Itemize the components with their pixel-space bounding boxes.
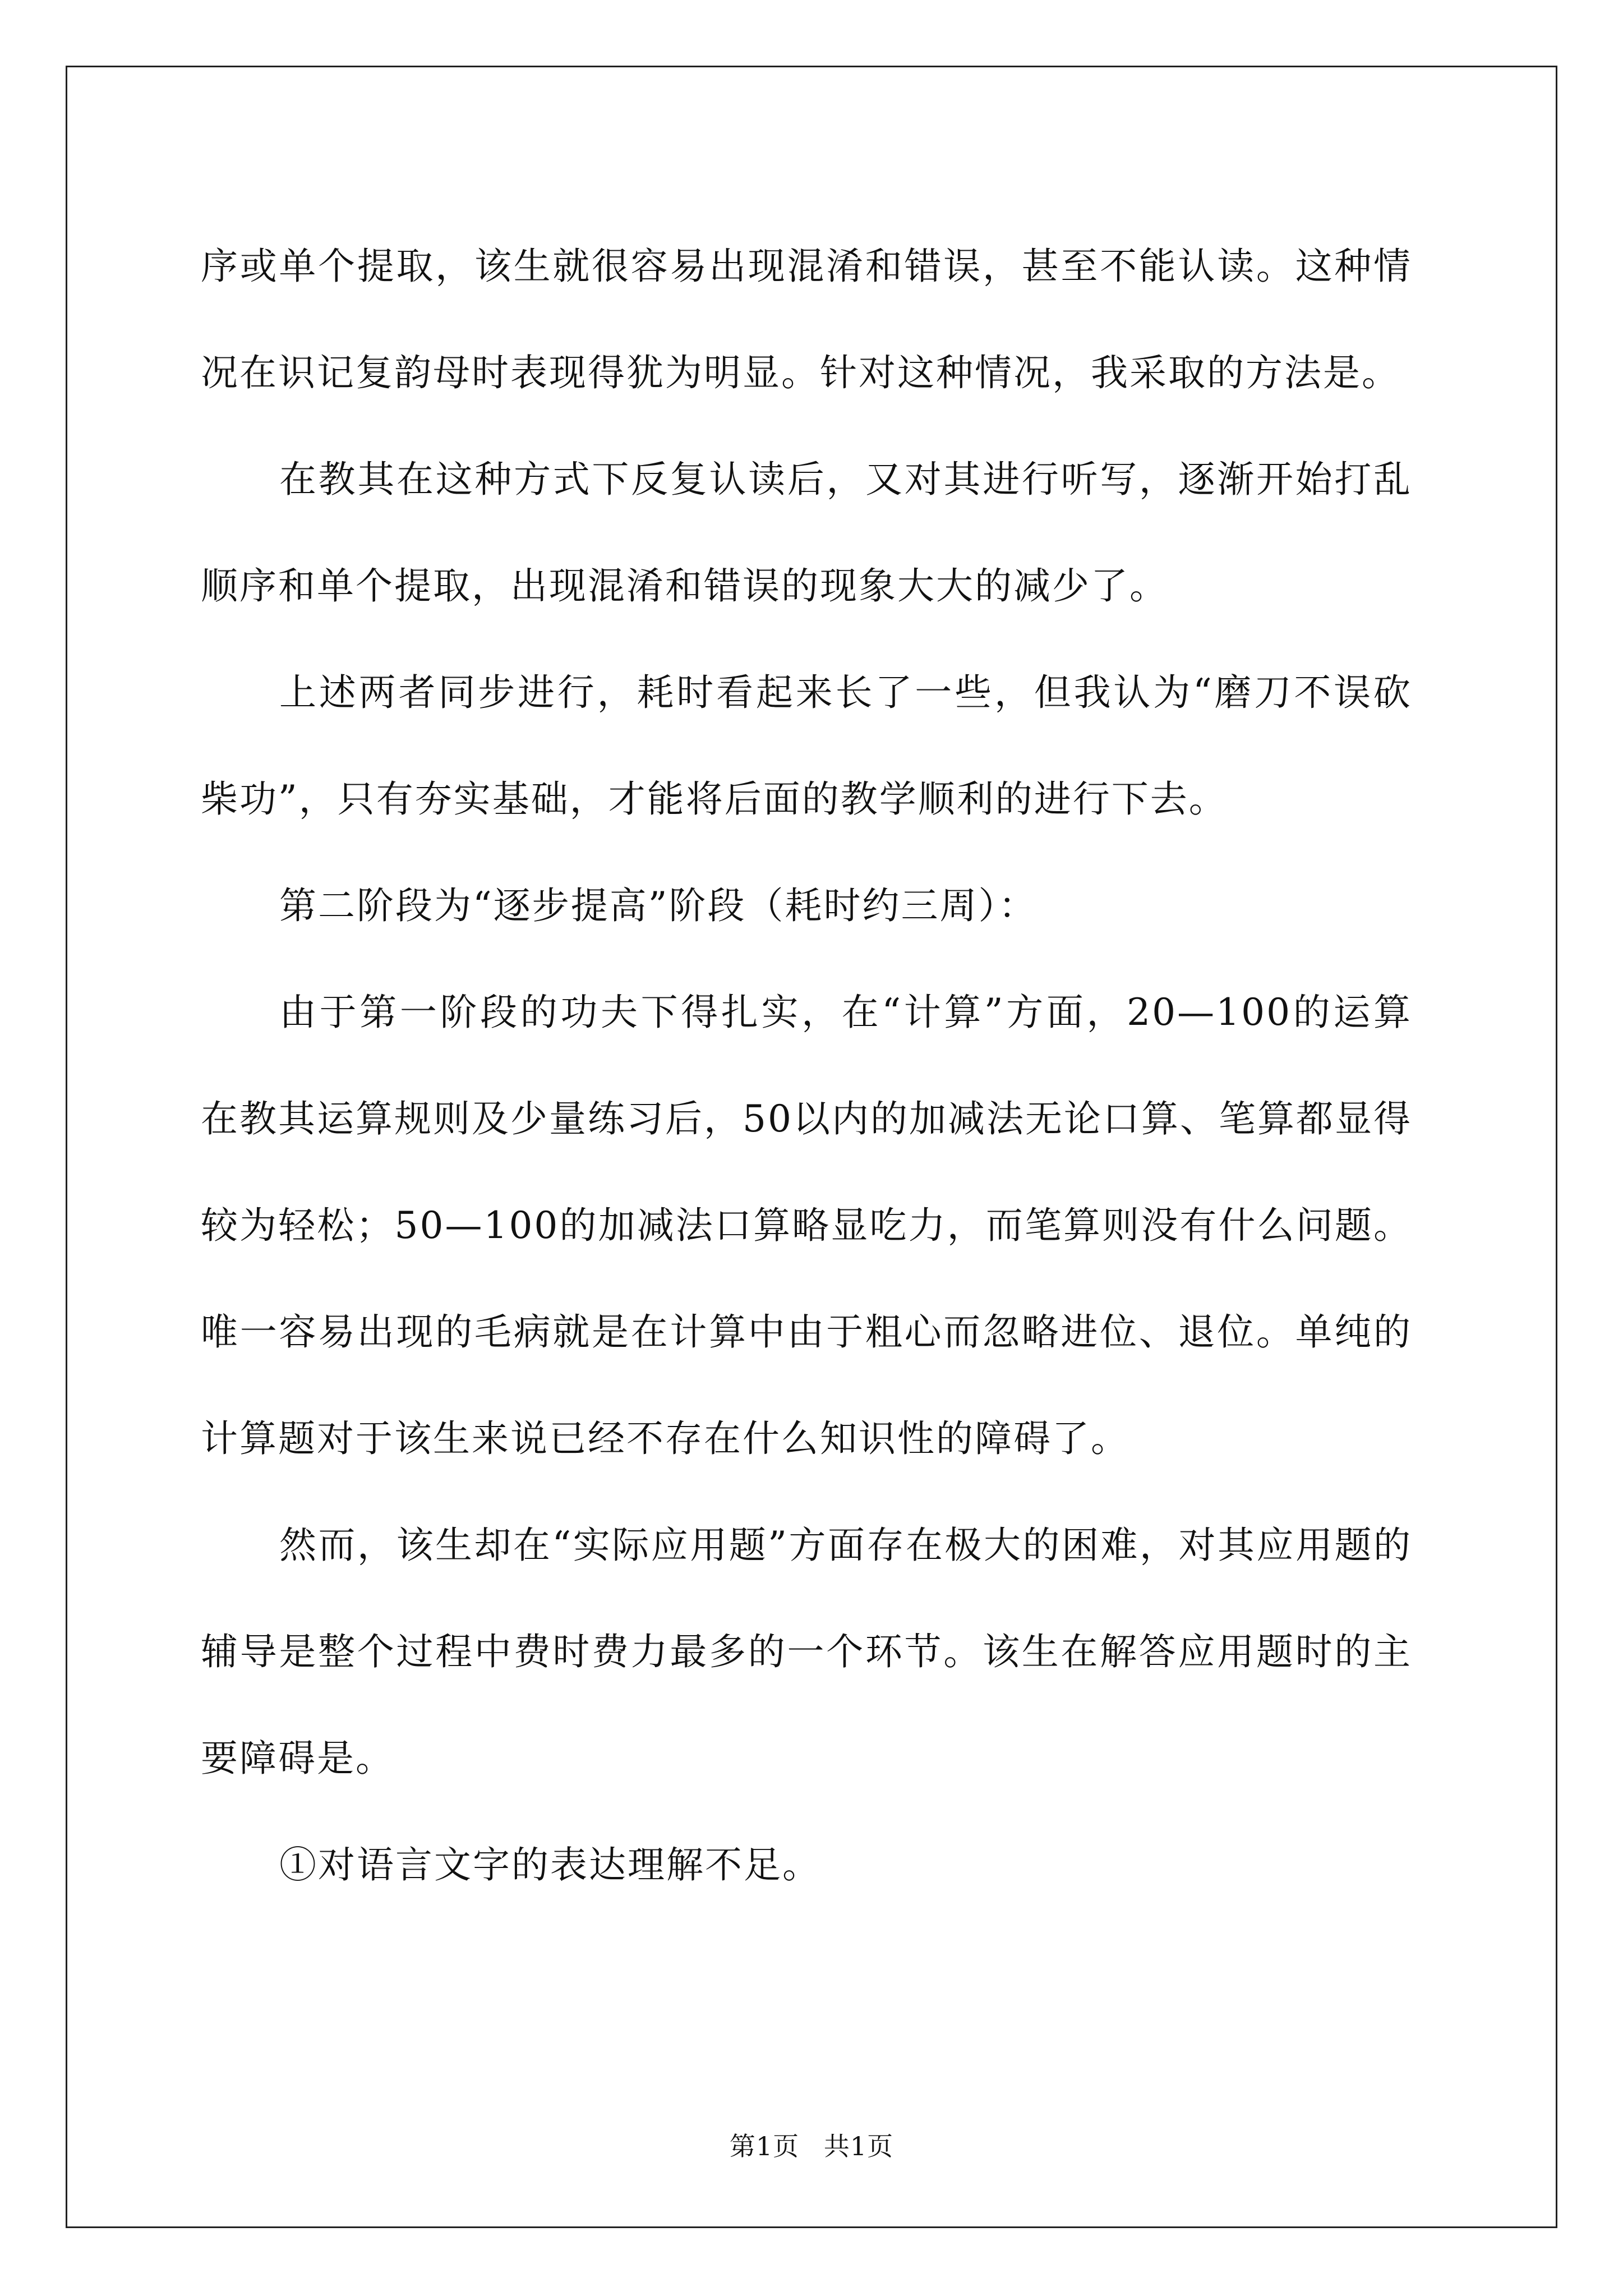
page-footer <box>0 2126 1623 2163</box>
paragraph-3: 上述两者同步进行，耗时看起来长了一些，但我认为“磨刀不误砍柴功”，只有夯实基础，才能将后面的教学顺利的进行下去。 <box>201 671 1412 821</box>
page-number-total: 共1页 <box>823 2131 894 2161</box>
paragraph-5: 由于第一阶段的功夫下得扎实，在“计算”方面，20—100的运算在教其运算规则及少量练习后，50以内的加减法无论口算、笔算都显得较为轻松；50—100的加减法口算略显吃力，而笔算则没有什么问题。唯一容易出现的毛病就是在计算中由于粗心而忽略进位、退位。单纯的计算题对于该生来说已经不存在什么知识性的障碍了。 <box>201 991 1412 1460</box>
paragraph-6: 然而，该生却在“实际应用题”方面存在极大的困难，对其应用题的辅导是整个过程中费时费力最多的一个环节。该生在解答应用题时的主要障碍是。 <box>201 1524 1412 1780</box>
page-number-current: 第1页 <box>729 2131 800 2161</box>
paragraph-4: 第二阶段为“逐步提高”阶段（耗时约三周）： <box>279 884 1038 927</box>
paragraph-7: ①对语言文字的表达理解不足。 <box>279 1843 821 1887</box>
paragraph-1: 序或单个提取，该生就很容易出现混淆和错误，甚至不能认读。这种情况在识记复韵母时表现得犹为明显。针对这种情况，我采取的方法是。 <box>201 245 1412 394</box>
paragraph-2: 在教其在这种方式下反复认读后，又对其进行听写，逐渐开始打乱顺序和单个提取，出现混淆和错误的现象大大的减少了。 <box>201 458 1412 608</box>
document-body <box>201 213 1412 1918</box>
